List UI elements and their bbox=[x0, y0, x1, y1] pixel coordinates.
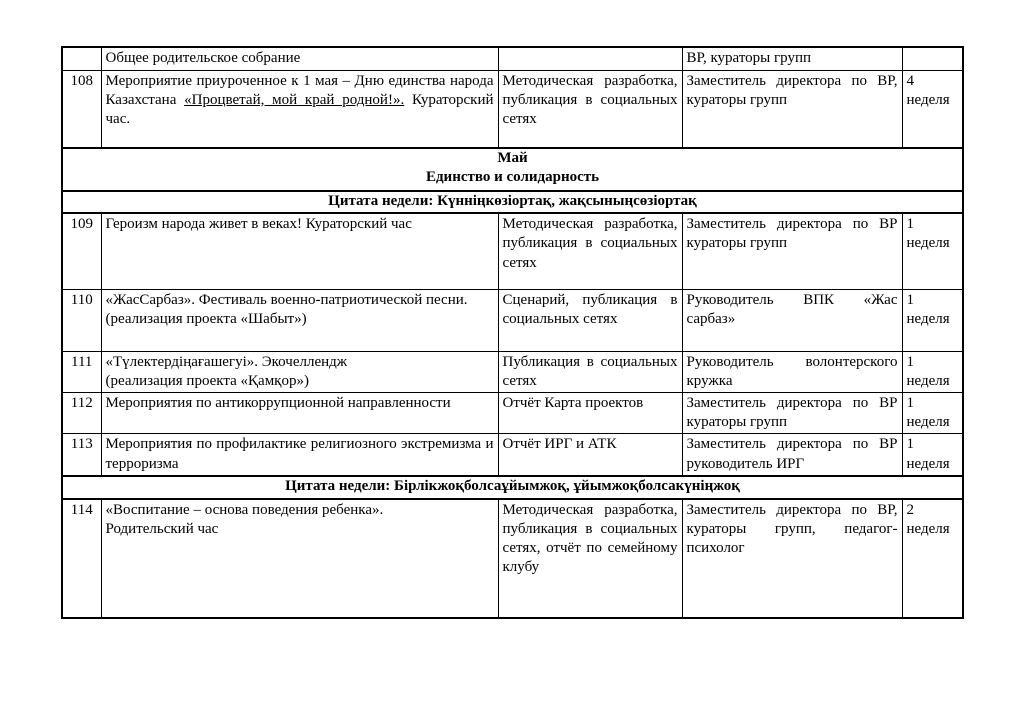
cell-week: 1 неделя bbox=[902, 289, 963, 351]
event-text-2: (реализация проекта «Шабыт») bbox=[105, 310, 307, 327]
event-text-2: Родительский час bbox=[105, 521, 219, 537]
cell-week: 2 неделя bbox=[902, 499, 963, 618]
month-title: Май bbox=[497, 150, 528, 166]
cell-week bbox=[902, 47, 963, 70]
cell-number: 114 bbox=[62, 499, 101, 618]
table-row-quote-2 bbox=[62, 476, 963, 499]
cell-quote: Цитата недели: Бірлікжоқболсаұйымжоқ, ұйымжоқболсакүніңжоқ bbox=[62, 476, 963, 499]
cell-event bbox=[101, 393, 498, 434]
table-row-continuation bbox=[62, 47, 963, 70]
cell-month-header bbox=[62, 148, 963, 191]
cell-week: 1 неделя bbox=[902, 393, 963, 434]
cell-week: 4 неделя bbox=[902, 70, 963, 148]
cell-event bbox=[101, 351, 498, 392]
cell-responsible: Заместитель директора по ВР кураторы групп bbox=[682, 393, 902, 434]
cell-number: 112 bbox=[62, 393, 101, 434]
table-row-110 bbox=[62, 289, 963, 351]
event-text: Мероприятия по профилактике религиозного экстремизма и терроризма bbox=[105, 436, 494, 472]
table-row-109 bbox=[62, 213, 963, 289]
event-text: «ЖасСарбаз». Фестиваль военно-патриотической песни. bbox=[105, 291, 468, 308]
event-text-2: (реализация проекта «Қамқор») bbox=[105, 372, 309, 389]
cell-week: 1 неделя bbox=[902, 434, 963, 476]
cell-event bbox=[101, 70, 498, 148]
cell-form: Отчёт ИРГ и АТК bbox=[498, 434, 682, 476]
cell-week: 1 неделя bbox=[902, 213, 963, 289]
plan-table bbox=[61, 46, 964, 619]
cell-responsible: Заместитель директора по ВР руководитель ИРГ bbox=[682, 434, 902, 476]
cell-event bbox=[101, 499, 498, 618]
cell-responsible: Заместитель директора по ВР кураторы групп bbox=[682, 213, 902, 289]
cell-form bbox=[498, 47, 682, 70]
cell-number: 109 bbox=[62, 213, 101, 289]
cell-responsible: Заместитель директора по ВР, кураторы групп, педагог-психолог bbox=[682, 499, 902, 618]
cell-form: Методическая разработка, публикация в социальных сетях bbox=[498, 213, 682, 289]
table-row-112 bbox=[62, 393, 963, 434]
cell-responsible: Руководитель волонтерского кружка bbox=[682, 351, 902, 392]
cell-number: 111 bbox=[62, 351, 101, 392]
cell-event bbox=[101, 213, 498, 289]
cell-responsible: Руководитель ВПК «Жас сарбаз» bbox=[682, 289, 902, 351]
cell-responsible: Заместитель директора по ВР, кураторы групп bbox=[682, 70, 902, 148]
event-text: Героизм народа живет в веках! Кураторский час bbox=[105, 216, 412, 233]
cell-number bbox=[62, 47, 101, 70]
cell-form: Сценарий, публикация в социальных сетях bbox=[498, 289, 682, 351]
table-row-month-header bbox=[62, 148, 963, 191]
month-theme: Единство и солидарность bbox=[425, 169, 600, 186]
event-text: Мероприятия по антикоррупционной направленности bbox=[105, 395, 451, 412]
cell-event bbox=[101, 289, 498, 351]
cell-form: Отчёт Карта проектов bbox=[498, 393, 682, 434]
cell-form: Методическая разработка, публикация в социальных сетях bbox=[498, 70, 682, 148]
cell-number: 110 bbox=[62, 289, 101, 351]
event-text-underlined: «Процветай, мой край родной!». bbox=[184, 91, 405, 108]
table-row-111 bbox=[62, 351, 963, 392]
table-row-114 bbox=[62, 499, 963, 618]
table-row-113 bbox=[62, 434, 963, 476]
table-row-quote-1 bbox=[62, 191, 963, 213]
event-text: «Воспитание – основа поведения ребенка». bbox=[105, 501, 384, 518]
event-text: Мероприятие приуроченное к 1 мая – Дню единства народа Казахстана bbox=[105, 72, 494, 108]
event-text: «Түлектердіңағашегуі». Экочеллендж bbox=[105, 353, 348, 370]
cell-number: 108 bbox=[62, 70, 101, 148]
cell-form: Методическая разработка, публикация в социальных сетях, отчёт по семейному клубу bbox=[498, 499, 682, 618]
cell-event bbox=[101, 434, 498, 476]
cell-number: 113 bbox=[62, 434, 101, 476]
cell-event: Общее родительское собрание bbox=[101, 47, 498, 70]
cell-form: Публикация в социальных сетях bbox=[498, 351, 682, 392]
table-row-108 bbox=[62, 70, 963, 148]
cell-quote: Цитата недели: Күнніңкөзіортақ, жақсыныңсөзіортақ bbox=[62, 191, 963, 213]
cell-week: 1 неделя bbox=[902, 351, 963, 392]
event-text: Кураторский час. bbox=[105, 91, 494, 127]
cell-responsible: ВР, кураторы групп bbox=[682, 47, 902, 70]
